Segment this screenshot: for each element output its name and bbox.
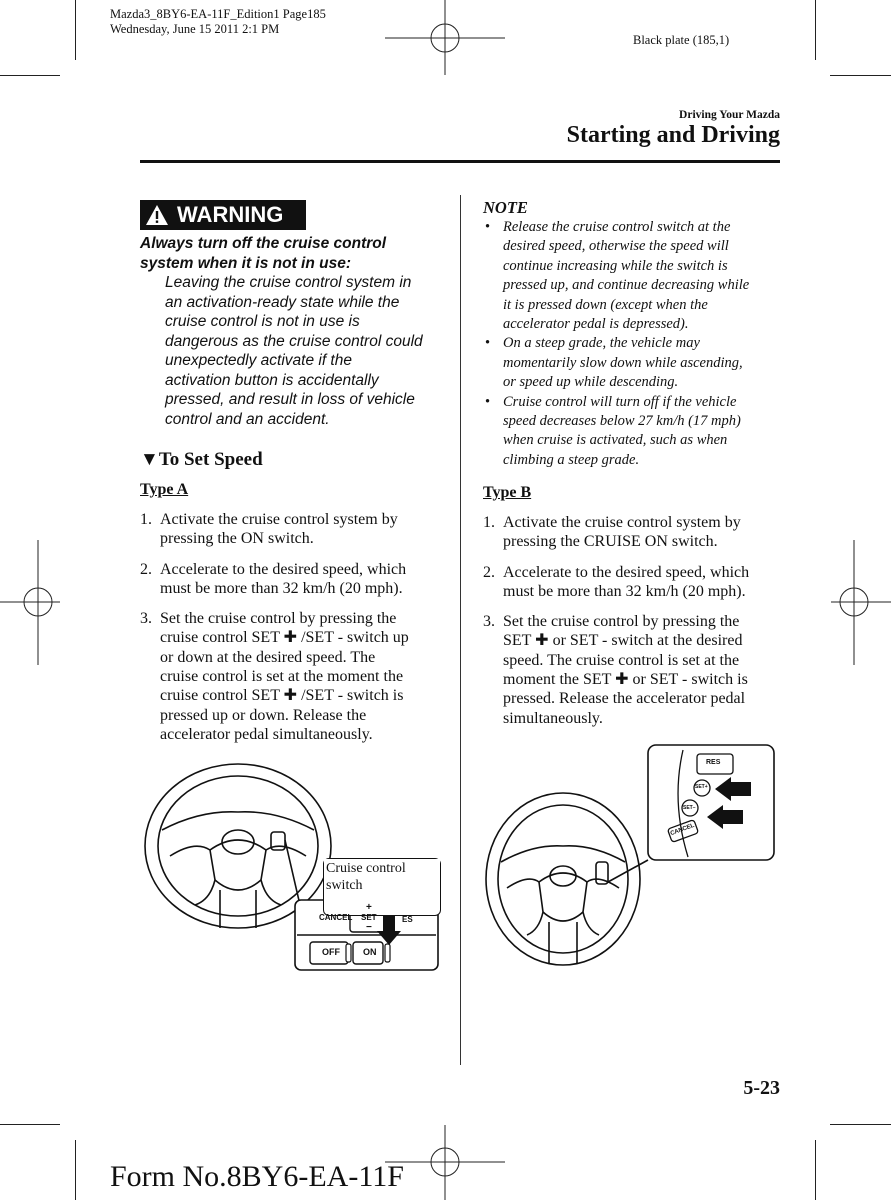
step-line: or down at the desired speed. The: [160, 648, 376, 666]
step-number: 1.: [483, 514, 495, 531]
step-line: must be more than 32 km/h (20 mph).: [160, 579, 403, 597]
fig-a-set-label: SET: [361, 913, 377, 922]
registration-mark-left: [0, 540, 60, 665]
note-line: momentarily slow down while ascending,: [503, 354, 743, 371]
fig-a-res-label: ES: [402, 915, 413, 924]
type-a-steps: [140, 510, 450, 755]
warning-body-line: activation button is accidentally: [165, 371, 379, 389]
step-line: cruise control SET ✚ /SET - switch up: [160, 629, 409, 647]
warning-body-line: control and an accident.: [165, 410, 330, 428]
note-line: • Release the cruise control switch at the: [503, 219, 731, 235]
list-item: [140, 560, 450, 599]
warning-heading-1: Always turn off the cruise control: [140, 235, 387, 252]
step-line: Set the cruise control by pressing the: [503, 613, 740, 631]
step-number: 3.: [483, 613, 495, 631]
note-line: it is pressed down (except when the: [503, 296, 708, 313]
warning-body-line: Leaving the cruise control system in: [165, 274, 412, 291]
note-item: [483, 393, 783, 471]
step-line: cruise control SET ✚ /SET - switch is: [160, 687, 404, 705]
print-info: [110, 7, 326, 37]
crop-mark-br-v: [815, 1140, 816, 1200]
warning-label: WARNING: [177, 202, 284, 227]
step-line: must be more than 32 km/h (20 mph).: [503, 582, 746, 600]
page-number: 5-23: [743, 1077, 780, 1099]
warning-body-line: dangerous as the cruise control could: [165, 332, 423, 350]
fig-b-set-minus-label: SET−: [683, 805, 696, 811]
type-a-label: Type A: [140, 481, 189, 498]
warning-body-line: unexpectedly activate if the: [165, 352, 352, 369]
step-line: moment the SET ✚ or SET - switch is: [503, 671, 748, 689]
registration-mark-right: [831, 540, 891, 665]
note-item: [483, 218, 783, 334]
column-divider: [460, 195, 461, 1065]
list-item: [483, 612, 783, 728]
step-line: Set the cruise control by pressing the: [160, 610, 397, 628]
note-line: • Cruise control will turn off if the vehicle: [503, 393, 737, 410]
note-line: continue increasing while the switch is: [503, 257, 728, 274]
crop-mark-tr-h: [830, 75, 891, 76]
fig-b-set-plus-label: SET+: [695, 784, 708, 790]
registration-mark-top: [385, 0, 505, 75]
plate-info: Black plate (185,1): [633, 33, 730, 47]
step-line: cruise control is set at the moment the: [160, 668, 404, 686]
note-line: climbing a steep grade.: [503, 451, 640, 468]
crop-mark-tl-h: [0, 75, 60, 76]
crop-mark-tl-v: [75, 0, 76, 60]
step-line: SET ✚ or SET - switch at the desired: [503, 632, 743, 650]
crop-mark-bl-v: [75, 1140, 76, 1200]
callout-line1: Cruise control: [324, 859, 440, 877]
header-rule: [140, 160, 780, 163]
step-line: pressed up or down. Release the: [160, 706, 367, 724]
step-line: Activate the cruise control system by: [160, 511, 398, 528]
warning-body-line: an activation-ready state while the: [165, 293, 400, 311]
step-number: 1.: [140, 511, 152, 528]
note-line: desired speed, otherwise the speed will: [503, 238, 729, 255]
type-b-label: Type B: [483, 484, 532, 501]
print-info-line2: Wednesday, June 15 2011 2:1 PM: [110, 22, 280, 36]
step-line: pressed. Release the accelerator pedal: [503, 690, 746, 708]
figure-a-callout: [323, 858, 441, 916]
list-item: [140, 510, 450, 549]
step-line: Accelerate to the desired speed, which: [503, 563, 750, 581]
note-list: [483, 218, 783, 470]
step-line: simultaneously.: [503, 709, 603, 727]
warning-triangle-icon: [145, 204, 169, 226]
list-item: [140, 609, 450, 744]
list-item: [483, 513, 783, 552]
crop-mark-br-h: [830, 1124, 891, 1125]
step-line: accelerator pedal simultaneously.: [160, 725, 373, 743]
page-title: Starting and Driving: [566, 122, 780, 148]
warning-body-line: pressed, and result in loss of vehicle: [165, 391, 415, 408]
fig-a-off-label: OFF: [322, 947, 340, 957]
warning-text: [140, 234, 450, 429]
note-item: [483, 334, 783, 392]
note-line: or speed up while descending.: [503, 374, 679, 391]
list-item: [483, 563, 783, 602]
fig-a-cancel-label: CANCEL: [319, 913, 353, 922]
fig-b-res-label: RES: [706, 759, 721, 766]
note-line: • On a steep grade, the vehicle may: [503, 335, 700, 352]
step-line: pressing the ON switch.: [160, 530, 314, 548]
note-line: when cruise is activated, such as when: [503, 432, 728, 449]
note-line: accelerator pedal is depressed).: [503, 316, 689, 333]
warning-body-line: cruise control is not in use is: [165, 313, 360, 330]
subsection-heading-text: To Set Speed: [158, 449, 263, 470]
section-name: Driving Your Mazda: [679, 109, 780, 121]
warning-body: [140, 273, 450, 429]
step-number: 3.: [140, 610, 152, 628]
fig-a-set-minus-label: −: [366, 922, 372, 933]
note-line: pressed up, and continue decreasing while: [503, 277, 750, 294]
fig-a-on-label: ON: [363, 947, 377, 957]
form-number: Form No.8BY6-EA-11F: [110, 1160, 404, 1193]
note-line: speed decreases below 27 km/h (17 mph): [503, 413, 741, 430]
step-line: Activate the cruise control system by: [503, 514, 741, 531]
note-title: NOTE: [483, 198, 528, 217]
triangle-down-icon: ▼: [140, 449, 159, 470]
step-line: speed. The cruise control is set at the: [503, 651, 740, 669]
warning-heading-2: system when it is not in use:: [140, 254, 352, 272]
crop-mark-bl-h: [0, 1124, 60, 1125]
step-number: 2.: [140, 560, 152, 578]
fig-a-set-plus-label: +: [366, 902, 372, 913]
type-b-steps: [483, 513, 783, 739]
figure-type-b-steering-wheel: [483, 742, 778, 972]
step-line: Accelerate to the desired speed, which: [160, 560, 407, 578]
step-number: 2.: [483, 563, 495, 581]
callout-line2: switch: [324, 877, 440, 894]
crop-mark-tr-v: [815, 0, 816, 60]
subsection-heading: [140, 449, 263, 471]
print-info-line1: Mazda3_8BY6-EA-11F_Edition1 Page185: [110, 7, 326, 21]
step-line: pressing the CRUISE ON switch.: [503, 533, 718, 551]
warning-box: [140, 200, 306, 230]
fig-b-cancel-label: CANCEL: [669, 822, 696, 838]
